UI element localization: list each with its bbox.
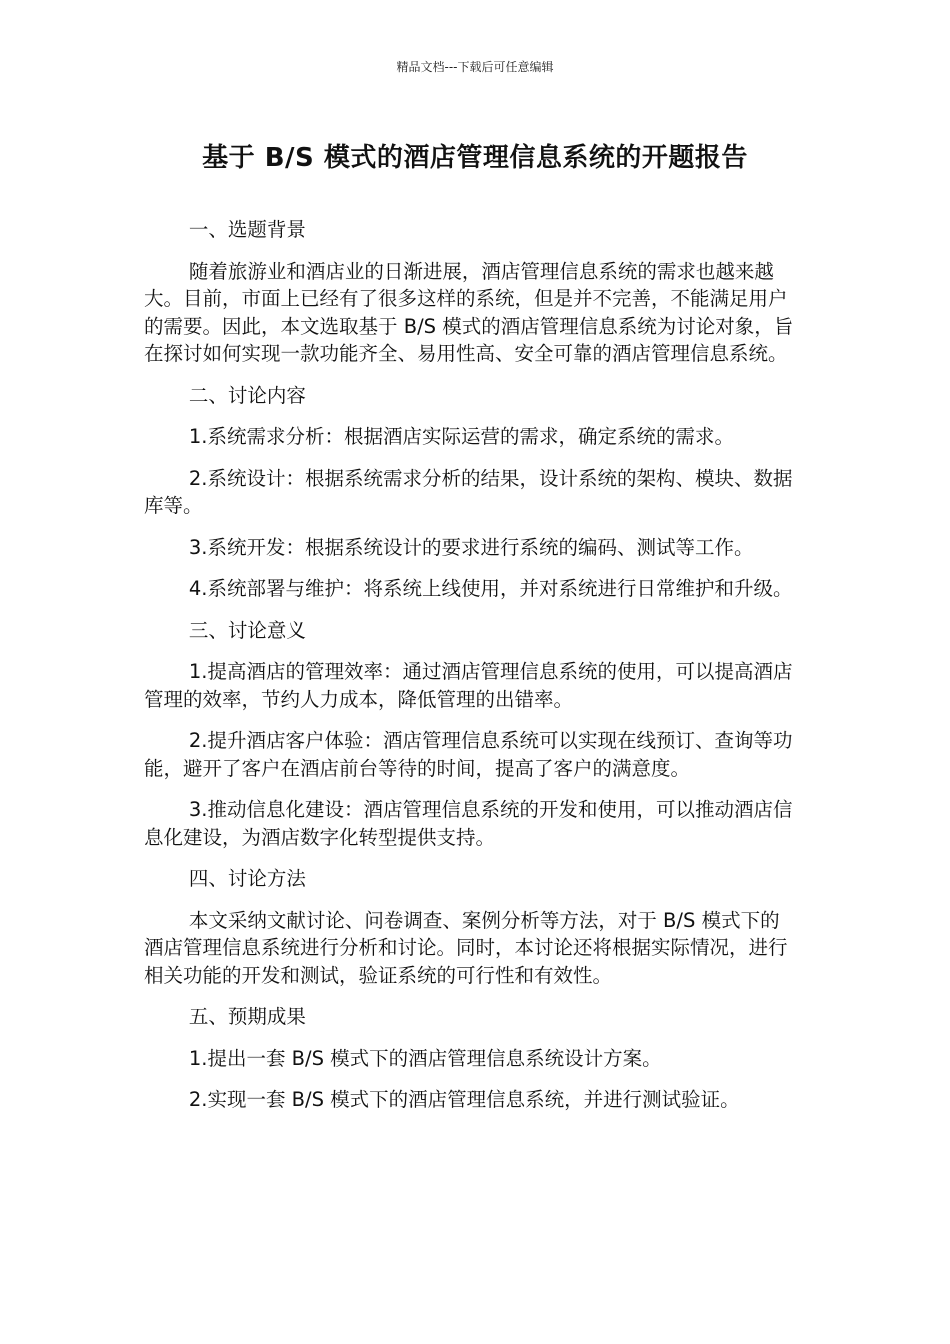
paragraph: 2.系统设计：根据系统需求分析的结果，设计系统的架构、模块、数据库等。 xyxy=(144,466,793,517)
paragraph: 随着旅游业和酒店业的日渐进展，酒店管理信息系统的需求也越来越大。目前，市面上已经有了很多这样的系统，但是并不完善，不能满足用户的需要。因此，本文选取基于 B/S 模式的酒店管理信息系统为讨论对象，旨在探讨如何实现一款功能齐全、易用性高、安全可靠的酒店管理信息系统。 xyxy=(144,259,794,365)
paragraph: 2.实现一套 B/S 模式下的酒店管理信息系统，并进行测试验证。 xyxy=(188,1088,740,1111)
paragraph: 3.系统开发：根据系统设计的要求进行系统的编码、测试等工作。 xyxy=(188,535,754,559)
section-heading-outcomes: 五、预期成果 xyxy=(188,1005,306,1028)
header-note: 精品文档---下载后可任意编辑 xyxy=(396,60,554,74)
paragraph: 1.系统需求分析：根据酒店实际运营的需求，确定系统的需求。 xyxy=(188,425,734,448)
paragraph: 1.提高酒店的管理效率：通过酒店管理信息系统的使用，可以提高酒店管理的效率，节约人力成本，降低管理的出错率。 xyxy=(144,660,793,711)
section-heading-content: 二、讨论内容 xyxy=(188,383,306,407)
section-heading-significance: 三、讨论意义 xyxy=(188,618,306,642)
paragraph: 本文采纳文献讨论、问卷调查、案例分析等方法，对于 B/S 模式下的酒店管理信息系统进行分析和讨论。同时，本讨论还将根据实际情况，进行相关功能的开发和测试，验证系统的可行性和有效性。 xyxy=(144,908,788,987)
paragraph: 4.系统部署与维护：将系统上线使用，并对系统进行日常维护和升级。 xyxy=(188,577,793,600)
paragraph: 2.提升酒店客户体验：酒店管理信息系统可以实现在线预订、查询等功能，避开了客户在酒店前台等待的时间，提高了客户的满意度。 xyxy=(144,729,793,780)
section-heading-method: 四、讨论方法 xyxy=(188,867,306,890)
document-title: 基于 B/S 模式的酒店管理信息系统的开题报告 xyxy=(202,143,748,173)
document-body xyxy=(144,216,798,1128)
paragraph: 1.提出一套 B/S 模式下的酒店管理信息系统设计方案。 xyxy=(188,1046,662,1070)
section-heading-background: 一、选题背景 xyxy=(188,218,306,241)
paragraph: 3.推动信息化建设：酒店管理信息系统的开发和使用，可以推动酒店信息化建设，为酒店数字化转型提供支持。 xyxy=(144,798,793,849)
